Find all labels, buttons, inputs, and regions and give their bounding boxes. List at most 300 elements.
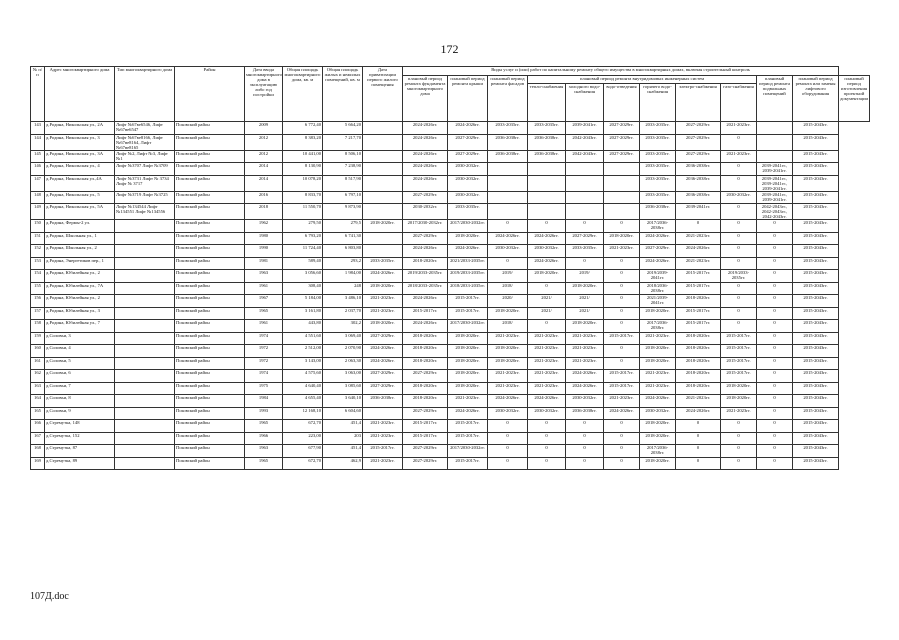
cell-house-type — [115, 370, 175, 383]
cell-drain: 2015-2017гг. — [604, 332, 640, 345]
cell-hot-water: 2017/2036-2038гг. — [640, 220, 676, 233]
table-row — [31, 432, 870, 445]
cell-design: 2015-2043гг. — [793, 432, 839, 445]
header-elevator: плановый период ремонта или замены лифтового оборудования — [793, 76, 839, 122]
cell-design: 2015-2043гг. — [793, 407, 839, 420]
cell-design: 2015-2043гг. — [793, 134, 839, 150]
cell-roof: 2018/2033-2035гг. — [448, 282, 488, 295]
cell-basement-elevator — [757, 134, 793, 150]
cell-roof: 2027-2029гг. — [448, 134, 488, 150]
cell-residential-area: 451,4 — [323, 445, 363, 458]
cell-facade: 2021-2023гг. — [488, 370, 528, 383]
cell-district: Псковский район — [175, 150, 245, 163]
cell-roof: 2018-2020гг. — [448, 370, 488, 383]
cell-privatization-date: 2021-2023гг. — [363, 457, 403, 470]
cell-electric: 0 — [676, 220, 721, 233]
cell-row-num: 154 — [31, 270, 45, 283]
table-row — [31, 122, 870, 135]
cell-address: д.Соловьи, 3 — [45, 332, 115, 345]
cell-drain: 0 — [604, 432, 640, 445]
cell-privatization-date — [363, 191, 403, 204]
cell-electric: 2024-2026гг. — [676, 407, 721, 420]
cell-district: Псковский район — [175, 307, 245, 320]
header-privatization-date: Дата приватизации первого жилого помещения — [363, 67, 403, 122]
cell-house-type — [115, 395, 175, 408]
cell-residential-area: 451,4 — [323, 420, 363, 433]
cell-foundation: 2024-2026гг. — [403, 134, 448, 150]
cell-design: 2015-2043гг. — [793, 175, 839, 191]
cell-cold-water: 2024-2026гг. — [566, 382, 604, 395]
cell-residential-area: 3 085,60 — [323, 382, 363, 395]
cell-hot-water: 2024-2026гг. — [640, 257, 676, 270]
cell-design: 2015-2043гг. — [793, 282, 839, 295]
cell-row-num: 161 — [31, 357, 45, 370]
cell-hot-water: 2033-2035гг. — [640, 150, 676, 163]
cell-hot-water: 2033-2035гг. — [640, 191, 676, 204]
cell-drain — [604, 175, 640, 191]
cell-facade: 0 — [488, 420, 528, 433]
cell-design: 2015-2043гг. — [793, 232, 839, 245]
cell-basement-elevator: 0 — [757, 270, 793, 283]
cell-electric: 2015-2017гг. — [676, 320, 721, 333]
cell-basement-elevator: 0 — [757, 245, 793, 258]
cell-gas: 2015-2017гг. — [721, 345, 757, 358]
cell-residential-area: 2 070,90 — [323, 345, 363, 358]
cell-basement-elevator: 0 — [757, 445, 793, 458]
cell-privatization-date — [363, 245, 403, 258]
cell-basement-elevator: 2039-2041гг., 2039-2041гг. — [757, 163, 793, 176]
cell-year: 1965 — [245, 420, 283, 433]
cell-basement-elevator: 0 — [757, 420, 793, 433]
cell-design: 2015-2043гг. — [793, 122, 839, 135]
cell-facade — [488, 204, 528, 220]
cell-gas: 2015-2017гг. — [721, 332, 757, 345]
cell-design: 2015-2043гг. — [793, 307, 839, 320]
cell-cold-water: 2030-2032гг. — [566, 395, 604, 408]
cell-cold-water: 0 — [566, 445, 604, 458]
cell-foundation: 2024-2026гг. — [403, 245, 448, 258]
cell-cold-water: 0 — [566, 420, 604, 433]
cell-facade: 2018/ — [488, 282, 528, 295]
cell-facade: 2036-2038гг. — [488, 150, 528, 163]
cell-design: 2015-2043гг. — [793, 320, 839, 333]
cell-drain: 2027-2029гг. — [604, 134, 640, 150]
cell-total-area: 3 143,00 — [283, 357, 323, 370]
cell-basement-elevator: 2039-2041гг., 2039-2041гг. — [757, 191, 793, 204]
cell-design: 2015-2043гг. — [793, 457, 839, 470]
cell-hot-water: 2021-2023гг. — [640, 382, 676, 395]
cell-total-area: 4 575,60 — [283, 370, 323, 383]
cell-foundation: 2015-2017гг. — [403, 432, 448, 445]
cell-hot-water: 2021/2039-2041гг. — [640, 295, 676, 308]
cell-year: 1972 — [245, 345, 283, 358]
header-overhaul-fund: плановый период ремонта фундамента многоквартирного дома — [403, 76, 448, 122]
cell-gas: 0 — [721, 163, 757, 176]
cell-foundation: 2027-2029гг. — [403, 191, 448, 204]
cell-cold-water — [566, 204, 604, 220]
cell-year: 1966 — [245, 432, 283, 445]
cell-hot-water: 2017/2036-2038гг. — [640, 445, 676, 458]
cell-basement-elevator: 0 — [757, 407, 793, 420]
cell-design: 2015-2043гг. — [793, 370, 839, 383]
cell-foundation: 2018-2020гг. — [403, 382, 448, 395]
cell-gas: 0 — [721, 445, 757, 458]
cell-cold-water: 2042-2043гг. — [566, 150, 604, 163]
cell-facade: 0 — [488, 457, 528, 470]
cell-gas: 0 — [721, 245, 757, 258]
table-row — [31, 320, 870, 333]
cell-row-num: 149 — [31, 204, 45, 220]
cell-residential-area: 8 517,90 — [323, 175, 363, 191]
header-works-group: Виды услуг и (или) работ по капитальному ремонту общего имущества в многоквартирных домах, включая строительный контроль — [403, 67, 839, 76]
cell-roof: 2030-2032гг. — [448, 191, 488, 204]
cell-privatization-date — [363, 407, 403, 420]
cell-address: д.Родина, Юбилейная ул., 2 — [45, 270, 115, 283]
cell-drain: 0 — [604, 282, 640, 295]
cell-row-num: 145 — [31, 150, 45, 163]
table-row — [31, 175, 870, 191]
header-year: Дата ввода многоквартирного дома в эксплуатацию либо год постройки — [245, 67, 283, 122]
cell-year: 1972 — [245, 357, 283, 370]
cell-address: д.Стремутка, 152 — [45, 432, 115, 445]
cell-total-area: 8 833,70 — [283, 191, 323, 204]
header-systems-group: плановый период ремонта внутридомовых инженерных систем — [528, 76, 757, 84]
cell-total-area: 11 550,70 — [283, 204, 323, 220]
cell-year: 1965 — [245, 307, 283, 320]
cell-cold-water: 2021-2023гг. — [566, 332, 604, 345]
cell-address: д.Родина, Никольская ул., 3 — [45, 134, 115, 150]
cell-residential-area: 293,2 — [323, 257, 363, 270]
cell-row-num: 143 — [31, 122, 45, 135]
cell-electric: 2021-2023гг. — [676, 232, 721, 245]
cell-heat: 0 — [528, 445, 566, 458]
cell-heat: 2024-2026гг. — [528, 395, 566, 408]
cell-basement-elevator: 0 — [757, 232, 793, 245]
cell-row-num: 155 — [31, 282, 45, 295]
cell-address: д.Родина, Юбилейная ул., 7А — [45, 282, 115, 295]
cell-electric: 2018-2020гг. — [676, 370, 721, 383]
cell-gas: 2021-2023гг. — [721, 150, 757, 163]
cell-hot-water: 2024-2026гг. — [640, 395, 676, 408]
cell-cold-water: 2024-2026гг. — [566, 370, 604, 383]
cell-privatization-date: 2036-2038гг. — [363, 395, 403, 408]
cell-design: 2015-2043гг. — [793, 445, 839, 458]
cell-district: Псковский район — [175, 457, 245, 470]
cell-residential-area: 6 604,60 — [323, 407, 363, 420]
cell-year: 1962 — [245, 220, 283, 233]
cell-address: д.Соловьи, 8 — [45, 395, 115, 408]
cell-electric: 2018-2020гг. — [676, 382, 721, 395]
cell-heat: 0 — [528, 432, 566, 445]
cell-cold-water — [566, 163, 604, 176]
cell-year: 1967 — [245, 295, 283, 308]
cell-heat: 0 — [528, 282, 566, 295]
cell-drain: 0 — [604, 357, 640, 370]
cell-address: д.Родина, Никольская ул.,4А — [45, 175, 115, 191]
cell-district: Псковский район — [175, 295, 245, 308]
cell-electric: 2027-2029гг. — [676, 122, 721, 135]
cell-foundation: 2019/2033-2035гг. — [403, 270, 448, 283]
cell-drain: 0 — [604, 270, 640, 283]
cell-roof: 2030-2032гг. — [448, 163, 488, 176]
cell-basement-elevator: 0 — [757, 332, 793, 345]
cell-address: д.Стремутка, 148 — [45, 420, 115, 433]
cell-drain: 2021-2023гг. — [604, 395, 640, 408]
cell-residential-area: 6 797,10 — [323, 191, 363, 204]
cell-design: 2015-2043гг. — [793, 220, 839, 233]
cell-facade: 2018/ — [488, 320, 528, 333]
cell-basement-elevator: 0 — [757, 370, 793, 383]
cell-facade: 2018-2020гг. — [488, 357, 528, 370]
cell-address: д.Стремутка, 89 — [45, 457, 115, 470]
cell-drain: 0 — [604, 457, 640, 470]
table-row — [31, 370, 870, 383]
cell-district: Псковский район — [175, 204, 245, 220]
cell-district: Псковский район — [175, 395, 245, 408]
cell-gas: 2030-2032гг. — [721, 191, 757, 204]
cell-year: 1984 — [245, 395, 283, 408]
cell-district: Псковский район — [175, 257, 245, 270]
cell-design: 2015-2043гг. — [793, 395, 839, 408]
cell-hot-water: 2033-2035гг. — [640, 175, 676, 191]
cell-privatization-date: 2027-2029гг. — [363, 370, 403, 383]
cell-heat: 2018-2020гг. — [528, 270, 566, 283]
cell-house-type — [115, 432, 175, 445]
cell-privatization-date — [363, 150, 403, 163]
cell-total-area: 5 184,00 — [283, 295, 323, 308]
cell-year: 1993 — [245, 407, 283, 420]
cell-facade: 2033-2035гг. — [488, 122, 528, 135]
cell-privatization-date: 2018-2020гг. — [363, 282, 403, 295]
cell-electric: 0 — [676, 432, 721, 445]
cell-facade: 0 — [488, 220, 528, 233]
cell-facade: 2030-2032гг. — [488, 245, 528, 258]
header-facade: плановый период ремонта фасадов — [488, 76, 528, 122]
table-row — [31, 204, 870, 220]
cell-hot-water: 2018-2020гг. — [640, 357, 676, 370]
header-type: Тип многоквартирного дома — [115, 67, 175, 122]
cell-residential-area: 3 063,00 — [323, 370, 363, 383]
cell-residential-area: 8 506,10 — [323, 150, 363, 163]
cell-foundation: 2027-2029гг. — [403, 370, 448, 383]
cell-district: Псковский район — [175, 357, 245, 370]
cell-foundation: 2024-2026гг. — [403, 150, 448, 163]
cell-total-area: 672,70 — [283, 457, 323, 470]
cell-privatization-date: 2015-2017гг. — [363, 445, 403, 458]
cell-total-area: 8 130,90 — [283, 163, 323, 176]
cell-address: д.Родина, Энергетиков пер., 1 — [45, 257, 115, 270]
cell-year: 2012 — [245, 134, 283, 150]
cell-address: д.Родина, Юбилейная ул., 7 — [45, 320, 115, 333]
cell-drain — [604, 163, 640, 176]
cell-district: Псковский район — [175, 175, 245, 191]
cell-heat: 2030-2032гг. — [528, 245, 566, 258]
table-row — [31, 420, 870, 433]
cell-heat — [528, 191, 566, 204]
cell-gas: 0 — [721, 232, 757, 245]
cell-row-num: 146 — [31, 163, 45, 176]
cell-facade: 2036-2038гг. — [488, 134, 528, 150]
cell-design: 2015-2043гг. — [793, 295, 839, 308]
cell-foundation: 2018-2020гг. — [403, 357, 448, 370]
cell-privatization-date: 2021-2023гг. — [363, 420, 403, 433]
cell-foundation: 2024-2026гг. — [403, 295, 448, 308]
cell-row-num: 166 — [31, 420, 45, 433]
cell-roof: 2021/2033-2035гг. — [448, 257, 488, 270]
cell-heat: 2021-2023гг. — [528, 370, 566, 383]
cell-drain: 2027-2029гг. — [604, 122, 640, 135]
cell-basement-elevator: 0 — [757, 295, 793, 308]
footer-filename: 107Д.doc — [30, 591, 69, 602]
table-row — [31, 163, 870, 176]
header-address: Адрес многоквартирного дома — [45, 67, 115, 122]
cell-design: 2015-2043гг. — [793, 345, 839, 358]
table-row — [31, 191, 870, 204]
cell-facade: 0 — [488, 257, 528, 270]
cell-year: 1963 — [245, 270, 283, 283]
cell-hot-water: 2027-2029гг. — [640, 245, 676, 258]
table-row — [31, 407, 870, 420]
cell-roof: 2015-2017гг. — [448, 307, 488, 320]
cell-hot-water: 2030-2032гг. — [640, 407, 676, 420]
cell-district: Псковский район — [175, 445, 245, 458]
cell-privatization-date: 2021-2023гг. — [363, 295, 403, 308]
cell-roof: 2015-2017гг. — [448, 432, 488, 445]
cell-year: 1963 — [245, 445, 283, 458]
cell-row-num: 158 — [31, 320, 45, 333]
cell-basement-elevator: 0 — [757, 357, 793, 370]
cell-gas: 0 — [721, 257, 757, 270]
cell-row-num: 157 — [31, 307, 45, 320]
cell-total-area: 308,40 — [283, 282, 323, 295]
header-num: № п/п — [31, 67, 45, 122]
cell-house-type — [115, 382, 175, 395]
cell-hot-water: 2021-2023гг. — [640, 332, 676, 345]
cell-heat — [528, 204, 566, 220]
cell-basement-elevator: 0 — [757, 320, 793, 333]
cell-facade: 2021-2023гг. — [488, 382, 528, 395]
cell-facade: 0 — [488, 432, 528, 445]
cell-privatization-date: 2027-2029гг. — [363, 332, 403, 345]
cell-house-type: Лифт №67ве8166, Лифт №67ве8164, Лифт №67ве8165 — [115, 134, 175, 150]
cell-design: 2015-2043гг. — [793, 357, 839, 370]
cell-year: 2018 — [245, 204, 283, 220]
cell-gas: 2021-2023гг. — [721, 122, 757, 135]
cell-hot-water: 2018-2020гг. — [640, 432, 676, 445]
cell-house-type — [115, 307, 175, 320]
cell-address: д.Родина, Никольская ул., 5А — [45, 204, 115, 220]
cell-district: Псковский район — [175, 134, 245, 150]
table-body — [31, 122, 870, 470]
cell-electric: 2018-2020гг. — [676, 332, 721, 345]
cell-foundation: 2030-2032гг. — [403, 204, 448, 220]
cell-design: 2015-2043гг. — [793, 150, 839, 163]
cell-residential-area: 2 063,30 — [323, 357, 363, 370]
table-row — [31, 382, 870, 395]
cell-residential-area: 3 640,10 — [323, 395, 363, 408]
cell-gas: 2015-2017гг. — [721, 370, 757, 383]
cell-heat: 2021-2023гг. — [528, 357, 566, 370]
cell-roof: 2017/2030-2032гг. — [448, 220, 488, 233]
cell-residential-area: 9 873,90 — [323, 204, 363, 220]
cell-district: Псковский район — [175, 282, 245, 295]
cell-privatization-date: 2021-2023гг. — [363, 307, 403, 320]
cell-drain: 0 — [604, 420, 640, 433]
cell-hot-water: 2033-2035гг. — [640, 122, 676, 135]
table-row — [31, 395, 870, 408]
cell-electric: 2024-2026гг. — [676, 245, 721, 258]
cell-drain: 2015-2017гг. — [604, 382, 640, 395]
cell-cold-water: 2021-2023гг. — [566, 357, 604, 370]
header-total-area: Общая площадь многоквартирного дома, кв. м — [283, 67, 323, 122]
cell-facade: 2020/ — [488, 295, 528, 308]
cell-facade: 0 — [488, 445, 528, 458]
header-cold-water: холодного водо-снабжения — [566, 84, 604, 122]
cell-electric: 2015-2017гг. — [676, 282, 721, 295]
cell-total-area: 279,50 — [283, 220, 323, 233]
cell-total-area: 2 512,00 — [283, 345, 323, 358]
cell-address: д.Соловьи, 7 — [45, 382, 115, 395]
table-row — [31, 257, 870, 270]
cell-heat: 2021/ — [528, 295, 566, 308]
table-row — [31, 307, 870, 320]
cell-heat: 2024-2026гг. — [528, 257, 566, 270]
cell-house-type — [115, 332, 175, 345]
cell-electric: 2027-2029гг. — [676, 134, 721, 150]
cell-facade: 2024-2026гг. — [488, 232, 528, 245]
page-number: 172 — [440, 42, 459, 56]
cell-electric: 2015-2017гг. — [676, 270, 721, 283]
cell-total-area: 4 640,40 — [283, 382, 323, 395]
cell-gas: 0 — [721, 220, 757, 233]
cell-residential-area: 3 486,10 — [323, 295, 363, 308]
cell-roof: 2018-2020гг. — [448, 332, 488, 345]
cell-total-area: 8 383,20 — [283, 134, 323, 150]
cell-residential-area: 7 217,70 — [323, 134, 363, 150]
cell-privatization-date: 2027-2029гг. — [363, 382, 403, 395]
cell-basement-elevator: 0 — [757, 457, 793, 470]
cell-address: д.Соловьи, 4 — [45, 345, 115, 358]
cell-gas: 0 — [721, 134, 757, 150]
cell-foundation: 2017/2030-2032гг. — [403, 220, 448, 233]
cell-heat: 2036-2038гг. — [528, 134, 566, 150]
cell-house-type — [115, 407, 175, 420]
table-row — [31, 270, 870, 283]
cell-facade — [488, 191, 528, 204]
cell-house-type — [115, 457, 175, 470]
cell-design: 2015-2043гг. — [793, 420, 839, 433]
cell-electric: 2027-2029гг. — [676, 150, 721, 163]
cell-residential-area: 462,9 — [323, 457, 363, 470]
cell-privatization-date — [363, 204, 403, 220]
cell-drain: 2015-2017гг. — [604, 370, 640, 383]
cell-drain: 0 — [604, 320, 640, 333]
cell-house-type — [115, 282, 175, 295]
cell-address: д.Соловьи, 5 — [45, 357, 115, 370]
cell-heat: 2036-2038гг. — [528, 150, 566, 163]
cell-total-area: 672,70 — [283, 420, 323, 433]
cell-design: 2015-2043гг. — [793, 332, 839, 345]
cell-hot-water: 2033-2035гг. — [640, 134, 676, 150]
cell-year: 1965 — [245, 457, 283, 470]
table-row — [31, 295, 870, 308]
cell-cold-water: 2019/ — [566, 270, 604, 283]
cell-gas: 2021-2023гг. — [721, 407, 757, 420]
cell-district: Псковский район — [175, 232, 245, 245]
cell-gas: 2018-2020гг. — [721, 382, 757, 395]
cell-year: 2014 — [245, 175, 283, 191]
cell-house-type — [115, 270, 175, 283]
